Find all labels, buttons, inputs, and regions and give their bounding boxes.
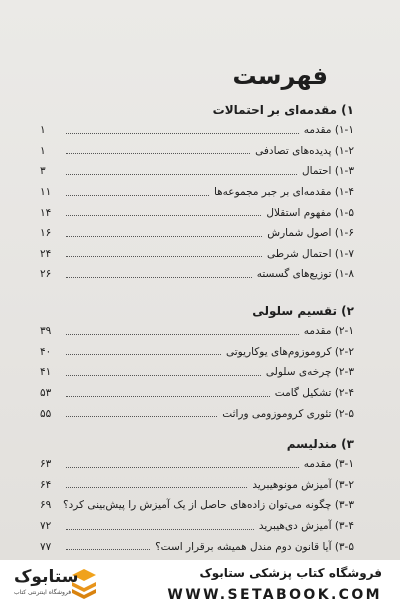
dot-leader: [66, 375, 261, 376]
dot-leader: [66, 236, 262, 237]
toc-page-number: ۵۵: [40, 407, 52, 420]
dot-leader: [66, 195, 209, 196]
toc-row[interactable]: [40, 244, 354, 265]
site-url-link[interactable]: WWW.SETABOOK.COM: [167, 587, 382, 603]
toc-page-number: ۳۹: [40, 325, 52, 338]
store-footer-banner: [0, 560, 400, 610]
toc-item-label: ۱-۶) اصول شمارش: [267, 227, 354, 240]
toc-row[interactable]: [40, 495, 354, 516]
toc-row[interactable]: [40, 342, 354, 363]
toc-item-label: ۱-۴) مقدمه‌ای بر جبر مجموعه‌ها: [213, 186, 354, 199]
dot-leader: [66, 354, 221, 355]
toc-page-number: ۲۴: [40, 247, 52, 260]
toc-page-number: ۳: [40, 165, 46, 178]
store-name: فروشگاه کتاب پزشکی ستابوک: [199, 566, 382, 580]
toc-row[interactable]: [40, 475, 354, 496]
toc-row[interactable]: [40, 202, 354, 223]
toc-row[interactable]: [40, 516, 354, 537]
toc-item-label: ۳-۴) آمیزش دی‌هیبرید: [258, 520, 354, 533]
toc-item-label: ۱-۱) مقدمه: [303, 124, 354, 137]
logo-wordmark: ستابوک: [14, 567, 79, 587]
page-title: فهرست: [232, 62, 328, 90]
dot-leader: [66, 277, 252, 278]
toc-page-number: ۶۴: [40, 478, 52, 491]
dot-leader: [66, 416, 217, 417]
toc-page-number: ۶۹: [40, 499, 52, 512]
toc-item-label: ۱-۸) توزیع‌های گسسته: [256, 268, 354, 281]
dot-leader: [66, 174, 297, 175]
dot-leader: [66, 487, 247, 488]
toc-page-number: ۱۱: [40, 186, 52, 199]
toc-item-label: ۱-۳) احتمال: [302, 165, 354, 178]
toc-row[interactable]: [40, 383, 354, 404]
toc-page-number: ۴۰: [40, 345, 52, 358]
toc-row[interactable]: [40, 321, 354, 342]
toc-row[interactable]: [40, 536, 354, 557]
dot-leader: [66, 256, 262, 257]
toc-item-label: ۳-۵) آیا قانون دوم مندل همیشه برقرار است؟: [155, 540, 354, 553]
setabook-logo[interactable]: [10, 567, 100, 603]
toc-page-number: ۱: [40, 144, 46, 157]
toc-row[interactable]: [40, 141, 354, 162]
dot-leader: [66, 133, 299, 134]
toc-item-label: ۳-۲) آمیزش مونوهیبرید: [252, 478, 354, 491]
toc-row[interactable]: [40, 120, 354, 141]
toc-row[interactable]: [40, 362, 354, 383]
toc-page-number: ۵۳: [40, 387, 52, 400]
toc-item-label: ۲-۳) چرخه‌ی سلولی: [265, 366, 354, 379]
toc-item-label: ۱-۷) احتمال شرطی: [266, 247, 354, 260]
dot-leader: [66, 549, 150, 550]
toc-page-number: ۷۲: [40, 520, 52, 533]
dot-leader: [66, 396, 270, 397]
toc-item-label: ۲-۴) تشکیل گامت: [274, 387, 354, 400]
toc-page-number: ۶۳: [40, 458, 52, 471]
dot-leader: [66, 153, 250, 154]
toc-item-label: ۲-۱) مقدمه: [303, 325, 354, 338]
toc-item-label: ۲-۵) تئوری کروموزومی وراثت: [222, 407, 354, 420]
chapter-heading: ۲) تقسیم سلولی: [252, 304, 354, 318]
toc-page-number: ۱: [40, 124, 46, 137]
dot-leader: [66, 467, 299, 468]
toc-row[interactable]: [40, 223, 354, 244]
chapter-heading: ۳) مندلیسم: [286, 437, 354, 451]
toc-page-number: ۴۱: [40, 366, 52, 379]
dot-leader: [66, 334, 299, 335]
toc-page-number: ۷۷: [40, 540, 52, 553]
dot-leader: [66, 215, 261, 216]
toc-item-label: ۳-۱) مقدمه: [303, 458, 354, 471]
toc-row[interactable]: [40, 161, 354, 182]
logo-tagline: فروشگاه اینترنتی کتاب: [14, 589, 72, 596]
toc-page-number: ۱۶: [40, 227, 52, 240]
toc-page-number: ۲۶: [40, 268, 52, 281]
toc-item-label: ۱-۵) مفهوم استقلال: [266, 206, 354, 219]
toc-page-number: ۱۴: [40, 206, 52, 219]
dot-leader: [66, 529, 254, 530]
chapter-2: [40, 301, 354, 424]
chapter-heading: ۱) مقدمه‌ای بر احتمالات: [212, 103, 354, 117]
chapter-1: [40, 100, 354, 285]
toc-row[interactable]: [40, 454, 354, 475]
toc-row[interactable]: [40, 182, 354, 203]
toc-item-label: ۱-۲) پدیده‌های تصادفی: [255, 144, 354, 157]
toc-item-label: ۲-۲) کروموزوم‌های یوکاریوتی: [226, 345, 354, 358]
toc-row[interactable]: [40, 264, 354, 285]
toc-item-label: ۳-۳) چگونه می‌توان زاده‌های حاصل از یک آمیزش را پیش‌بینی کرد؟: [63, 499, 354, 512]
chapter-3: [40, 434, 354, 557]
toc-row[interactable]: [40, 403, 354, 424]
